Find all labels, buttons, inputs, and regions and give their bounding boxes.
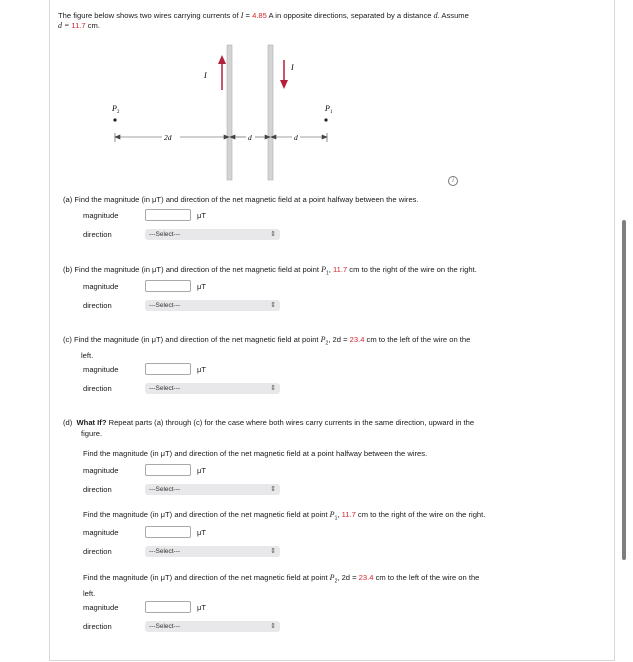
question-d1: Find the magnitude (in μT) and direction of the net magnetic field at a point halfway between the wires. xyxy=(83,449,428,458)
info-icon[interactable]: i xyxy=(448,176,458,186)
dim-d-2: d xyxy=(294,133,298,142)
question-b: (b) Find the magnitude (in μT) and direction of the net magnetic field at point $P_1$, 11.7 cm to the right of the wire on the right. xyxy=(63,265,477,277)
label-P1-sub: 1 xyxy=(330,110,333,115)
select-arrows-icon: ⇕ xyxy=(270,548,276,555)
unit-b: μT xyxy=(197,282,207,291)
select-arrows-icon: ⇕ xyxy=(270,486,276,493)
direction-select-d3[interactable]: ---Select--- ⇕ xyxy=(145,621,280,632)
magnitude-label-d3: magnitude xyxy=(83,603,119,612)
point-P1 xyxy=(324,118,327,121)
left-wire xyxy=(227,45,232,180)
magnitude-input-c[interactable] xyxy=(145,363,191,375)
wires-figure xyxy=(100,40,360,190)
magnitude-input-d2[interactable] xyxy=(145,526,191,538)
right-wire xyxy=(268,45,273,180)
direction-label-d1: direction xyxy=(83,485,112,494)
magnitude-label-c: magnitude xyxy=(83,365,119,374)
magnitude-input-b[interactable] xyxy=(145,280,191,292)
unit-a: μT xyxy=(197,211,207,220)
select-arrows-icon: ⇕ xyxy=(270,385,276,392)
magnitude-label-d2: magnitude xyxy=(83,528,119,537)
label-P1: P xyxy=(325,104,330,113)
unit-d3: μT xyxy=(197,603,207,612)
label-I-left: I xyxy=(204,71,207,80)
magnitude-label-d1: magnitude xyxy=(83,466,119,475)
select-arrows-icon: ⇕ xyxy=(270,623,276,630)
unit-d2: μT xyxy=(197,528,207,537)
question-d3: Find the magnitude (in μT) and direction of the net magnetic field at point $P_2$, 2d = 23.4 cm to the left of the wire on the left. xyxy=(83,573,480,598)
dim-d-1: d xyxy=(248,133,252,142)
direction-label-c: direction xyxy=(83,384,112,393)
magnitude-input-d3[interactable] xyxy=(145,601,191,613)
direction-select-c[interactable]: ---Select--- ⇕ xyxy=(145,383,280,394)
direction-label-b: direction xyxy=(83,301,112,310)
point-P2 xyxy=(113,118,116,121)
direction-select-d2[interactable]: ---Select--- ⇕ xyxy=(145,546,280,557)
direction-select-a[interactable]: ---Select--- ⇕ xyxy=(145,229,280,240)
current-arrow-up-icon xyxy=(218,55,226,90)
select-arrows-icon: ⇕ xyxy=(270,302,276,309)
unit-c: μT xyxy=(197,365,207,374)
magnitude-input-d1[interactable] xyxy=(145,464,191,476)
question-d: (d) What If? Repeat parts (a) through (c) for the case where both wires carry currents in the same direction, upward in the figure. xyxy=(63,418,475,438)
direction-select-d1[interactable]: ---Select--- ⇕ xyxy=(145,484,280,495)
select-arrows-icon: ⇕ xyxy=(270,231,276,238)
unit-d1: μT xyxy=(197,466,207,475)
dim-2d: 2d xyxy=(164,133,172,142)
scrollbar[interactable] xyxy=(622,220,626,560)
direction-label-a: direction xyxy=(83,230,112,239)
label-P2-sub: 2 xyxy=(117,110,120,115)
label-I-right: I xyxy=(291,63,294,72)
distance-value: 11.7 xyxy=(71,21,86,30)
current-value: 4.85 xyxy=(252,11,267,20)
direction-label-d2: direction xyxy=(83,547,112,556)
problem-intro: The figure below shows two wires carrying currents of I = 4.85 A in opposite directions, separated by a distance d. Assume d = 11.7 cm. xyxy=(58,11,469,30)
magnitude-label-a: magnitude xyxy=(83,211,119,220)
question-a: (a) Find the magnitude (in μT) and direction of the net magnetic field at a point halfway between the wires. xyxy=(63,195,419,204)
direction-label-d3: direction xyxy=(83,622,112,631)
question-c: (c) Find the magnitude (in μT) and direction of the net magnetic field at point $P_2$, 2d = 23.4 cm to the left of the wire on the left. xyxy=(63,335,471,360)
magnitude-label-b: magnitude xyxy=(83,282,119,291)
direction-select-b[interactable]: ---Select--- ⇕ xyxy=(145,300,280,311)
label-P2: P xyxy=(112,104,117,113)
magnitude-input-a[interactable] xyxy=(145,209,191,221)
current-arrow-down-icon xyxy=(280,60,288,89)
question-d2: Find the magnitude (in μT) and direction of the net magnetic field at point $P_1$, 11.7 cm to the right of the wire on the right. xyxy=(83,510,486,522)
